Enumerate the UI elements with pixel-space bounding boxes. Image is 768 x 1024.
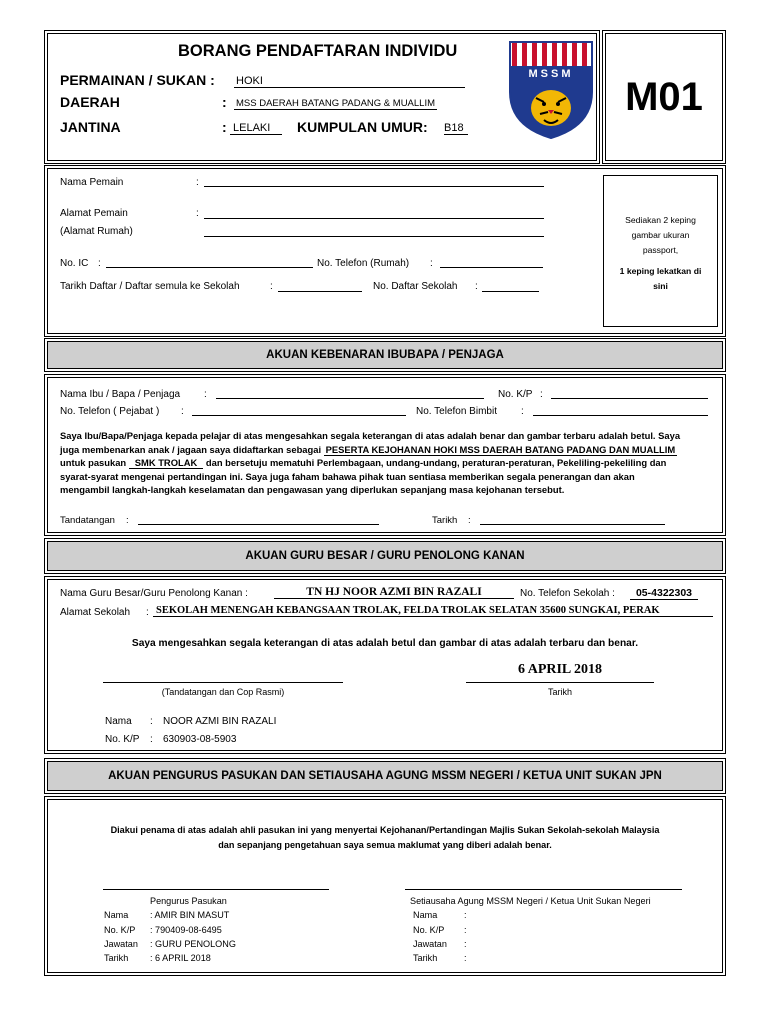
guru-tarikh-caption: Tarikh <box>547 687 572 697</box>
mssm-logo <box>508 40 594 140</box>
no-daftar-label: No. Daftar Sekolah <box>373 281 458 292</box>
tel-bimbit-field[interactable] <box>533 415 708 416</box>
setiausaha-nama-key: Nama <box>413 910 438 921</box>
guru-kp-value: 630903-08-5903 <box>163 734 237 745</box>
pengurus-kp-key: No. K/P <box>104 924 136 935</box>
guru-kp-key: No. K/P <box>105 734 140 745</box>
telefon-rumah-colon: : <box>430 258 433 269</box>
setiausaha-kp-colon: : <box>464 924 467 935</box>
guru-nama-label: Nama Guru Besar/Guru Penolong Kanan : <box>60 588 248 599</box>
setiausaha-title: Setiausaha Agung MSSM Negeri / Ketua Unit Sukan Negeri <box>410 896 651 906</box>
pengurus-nama-value: : AMIR BIN MASUT <box>150 910 230 921</box>
setiausaha-tarikh-key: Tarikh <box>413 953 438 964</box>
nama-pemain-colon: : <box>196 177 199 188</box>
ibubapa-tarikh-colon: : <box>468 515 471 526</box>
photo-text-4: 1 keping lekatkan di <box>619 266 702 276</box>
tarikh-daftar-colon: : <box>270 281 273 292</box>
ibubapa-kp-colon: : <box>540 389 543 400</box>
ibubapa-tandatangan-colon: : <box>126 515 129 526</box>
permainan-value[interactable]: HOKI <box>234 75 465 88</box>
pengurus-section-title: AKUAN PENGURUS PASUKAN DAN SETIAUSAHA AGUNG MSSM NEGERI / KETUA UNIT SUKAN JPN <box>47 761 723 791</box>
guru-nama-value[interactable]: TN HJ NOOR AZMI BIN RAZALI <box>274 586 514 599</box>
ibubapa-nama-label: Nama Ibu / Bapa / Penjaga <box>60 389 181 400</box>
ibubapa-para-1: Saya Ibu/Bapa/Penjaga kepada pelajar di atas mengesahkan segala keterangan di atas adalah benar dan gambar terbaru adalah betul. Saya <box>60 430 681 441</box>
kumpulan-value[interactable]: B18 <box>444 122 468 135</box>
ibubapa-para-5: mengambil langkah-langkah keselamatan dan pengawasan yang diperlukan sepanjang masa kejohanan tersebut. <box>60 484 565 496</box>
ic-field[interactable] <box>106 267 313 268</box>
setiausaha-sign-field[interactable] <box>405 889 682 890</box>
form-title: BORANG PENDAFTARAN INDIVIDU <box>178 42 458 60</box>
setiausaha-kp-key: No. K/P <box>413 924 445 935</box>
nama-pemain-label: Nama Pemain <box>60 177 124 188</box>
alamat-pemain-colon: : <box>196 208 199 219</box>
pengurus-kp-value: : 790409-08-6495 <box>150 924 222 935</box>
photo-box[interactable] <box>603 175 718 327</box>
kumpulan-label: KUMPULAN UMUR: <box>297 119 428 135</box>
no-daftar-field[interactable] <box>482 291 539 292</box>
photo-text-2: gambar ukuran <box>631 230 690 240</box>
guru-alamat-label: Alamat Sekolah <box>60 607 131 618</box>
guru-alamat-value[interactable]: SEKOLAH MENENGAH KEBANGSAAN TROLAK, FELDA TROLAK SELATAN 35600 SUNGKAI, PERAK <box>153 605 713 617</box>
setiausaha-jawatan-colon: : <box>464 938 467 949</box>
pengurus-details <box>104 894 236 965</box>
setiausaha-jawatan-key: Jawatan <box>413 938 447 949</box>
tel-bimbit-colon: : <box>521 406 524 417</box>
pengurus-nama-key: Nama <box>104 910 129 921</box>
logo-text: MSSM <box>528 68 574 80</box>
ibubapa-para-3a: untuk pasukan <box>60 457 127 469</box>
pengurus-jawatan-value: : GURU PENOLONG <box>150 938 236 949</box>
tarikh-daftar-label: Tarikh Daftar / Daftar semula ke Sekolah <box>60 281 240 292</box>
telefon-rumah-label: No. Telefon (Rumah) <box>317 258 410 269</box>
guru-nama-colon: : <box>150 716 153 727</box>
mssm-shield-icon <box>508 40 594 140</box>
alamat-pemain-label: Alamat Pemain <box>60 208 128 219</box>
ibubapa-para-4: syarat-syarat mengenai pertandingan ini. Saya juga faham bahawa pihak tuan sentiasa memberikan segala penerangan dan akan <box>60 470 635 482</box>
ibubapa-kp-field[interactable] <box>551 398 708 399</box>
alamat-pemain-field-1[interactable] <box>204 218 544 219</box>
guru-date-value[interactable]: 6 APRIL 2018 <box>517 662 602 677</box>
ibubapa-tarikh-label: Tarikh <box>432 515 458 526</box>
guru-sign-caption: (Tandatangan dan Cop Rasmi) <box>161 687 285 697</box>
guru-tel-label: No. Telefon Sekolah : <box>520 588 615 599</box>
guru-tel-value[interactable]: 05-4322303 <box>630 587 698 600</box>
tel-pejabat-label: No. Telefon ( Pejabat ) <box>60 406 160 417</box>
jantina-label: JANTINA <box>60 119 121 135</box>
ibubapa-declaration <box>60 429 714 497</box>
alamat-pemain-field-2[interactable] <box>204 236 544 237</box>
pengurus-stmt-2: dan sepanjang pengetahuan saya semua maklumat yang diberi adalah benar. <box>218 839 552 850</box>
ibubapa-nama-field[interactable] <box>216 398 484 399</box>
guru-kp-colon: : <box>150 734 153 745</box>
daerah-value[interactable]: MSS DAERAH BATANG PADANG & MUALLIM <box>236 98 436 109</box>
photo-text-5: sini <box>653 281 668 291</box>
photo-text-3: passport, <box>642 245 679 255</box>
permainan-label: PERMAINAN / SUKAN : <box>60 72 215 88</box>
no-daftar-colon: : <box>475 281 478 292</box>
setiausaha-details <box>410 894 651 965</box>
telefon-rumah-field[interactable] <box>440 267 543 268</box>
photo-instruction <box>604 213 717 294</box>
guru-section-title: AKUAN GURU BESAR / GURU PENOLONG KANAN <box>47 541 723 571</box>
jantina-value[interactable]: LELAKI <box>230 122 282 135</box>
form-code: M01 <box>625 75 703 119</box>
pengurus-title: Pengurus Pasukan <box>150 896 227 906</box>
ibubapa-para-3c: dan bersetuju mematuhi Perlembagaan, undang-undang, peraturan-peraturan, Pekeliling-pekeliling dan <box>205 457 667 469</box>
tel-pejabat-field[interactable] <box>192 415 406 416</box>
ic-colon: : <box>98 258 101 269</box>
ibubapa-kp-label: No. K/P <box>498 389 533 400</box>
pengurus-tarikh-key: Tarikh <box>104 953 129 964</box>
guru-date-field <box>466 682 654 683</box>
ibubapa-tandatangan-label: Tandatangan <box>60 515 115 526</box>
setiausaha-tarikh-colon: : <box>464 953 467 964</box>
photo-text-1: Sediakan 2 keping <box>625 215 696 225</box>
daerah-label: DAERAH <box>60 94 120 110</box>
ibubapa-tandatangan-field[interactable] <box>138 524 379 525</box>
nama-pemain-field[interactable] <box>204 186 544 187</box>
peserta-value[interactable]: PESERTA KEJOHANAN HOKI MSS DAERAH BATANG PADANG DAN MUALLIM <box>325 443 676 455</box>
pengurus-jawatan-key: Jawatan <box>104 938 138 949</box>
jantina-colon: : <box>222 119 227 135</box>
pasukan-value[interactable]: SMK TROLAK <box>129 457 204 469</box>
tel-bimbit-label: No. Telefon Bimbit <box>416 406 497 417</box>
ibubapa-para-2a: juga membenarkan anak / jagaan saya didaftarkan sebagai <box>60 443 322 455</box>
guru-sign-field[interactable] <box>103 682 343 683</box>
tarikh-daftar-field[interactable] <box>278 291 362 292</box>
pengurus-stmt-1: Diakui penama di atas adalah ahli pasukan ini yang menyertai Kejohanan/Pertandingan Majlis Sukan Sekolah-sekolah Malaysia <box>110 825 660 835</box>
ibubapa-section-title: AKUAN KEBENARAN IBUBAPA / PENJAGA <box>47 341 723 369</box>
tel-pejabat-colon: : <box>181 406 184 417</box>
pengurus-tarikh-value: : 6 APRIL 2018 <box>150 953 211 964</box>
alamat-rumah-label: (Alamat Rumah) <box>60 226 133 237</box>
ic-label: No. IC <box>60 258 89 269</box>
guru-alamat-colon: : <box>146 607 149 618</box>
setiausaha-nama-colon: : <box>464 910 467 921</box>
guru-nama-key: Nama <box>105 716 132 727</box>
guru-nama-sign-value: NOOR AZMI BIN RAZALI <box>163 716 277 727</box>
ibubapa-tarikh-field[interactable] <box>480 524 665 525</box>
guru-statement: Saya mengesahkan segala keterangan di atas adalah betul dan gambar di atas adalah terbaru dan benar. <box>131 638 639 649</box>
pengurus-sign-field[interactable] <box>103 889 329 890</box>
daerah-colon: : <box>222 94 227 110</box>
ibubapa-nama-colon: : <box>204 389 207 400</box>
pengurus-statement <box>47 823 723 852</box>
